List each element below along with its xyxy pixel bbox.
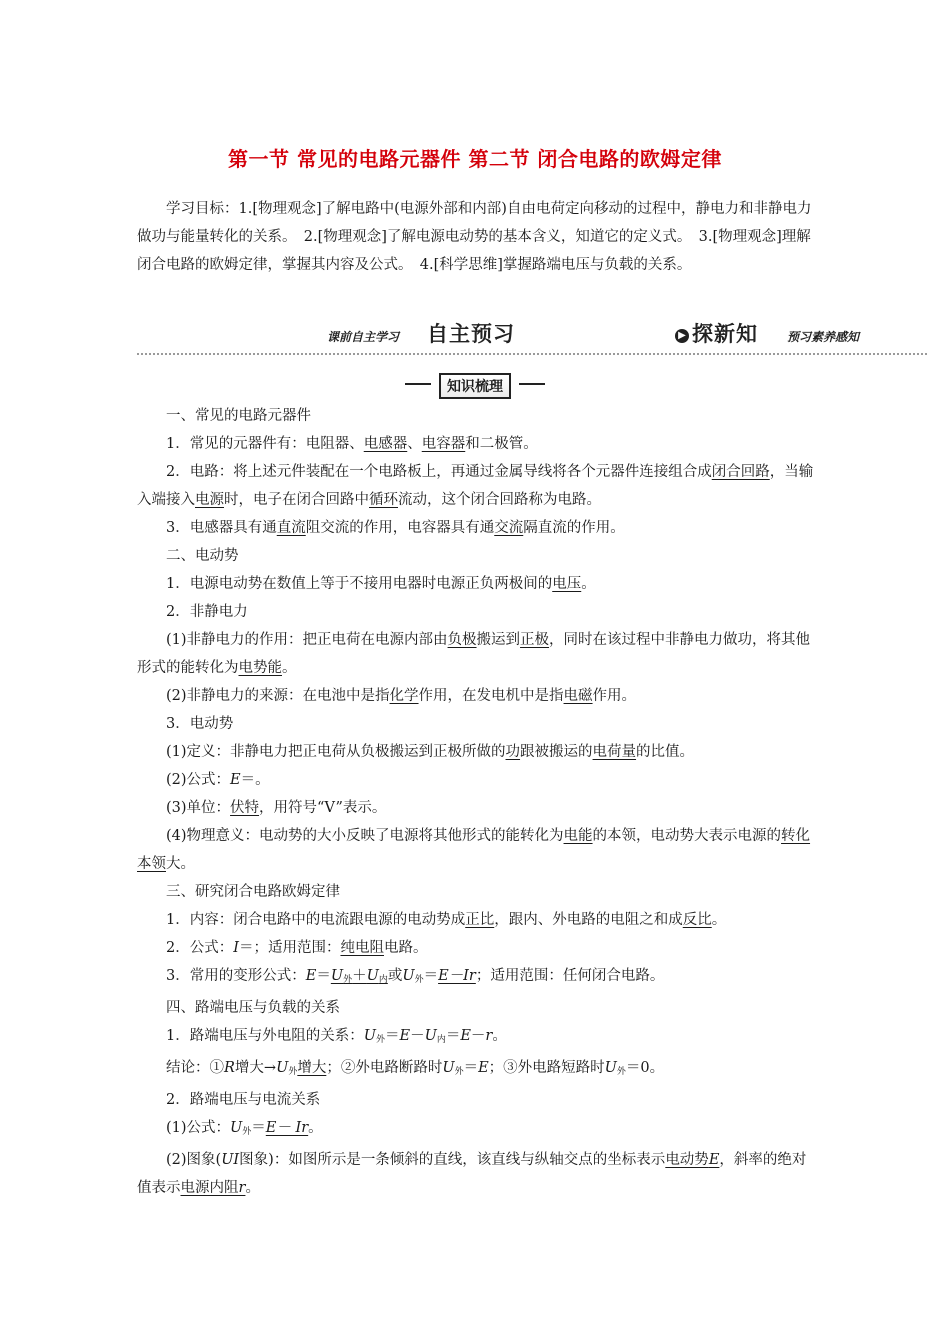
section-banner: [137, 317, 927, 357]
paragraph: (1)定义：非静电力把正电荷从负极搬运到正极所做的功跟被搬运的电荷量的比值。: [166, 744, 695, 760]
paragraph: 结论：①R增大$\to U_外$增大；②外电路断路时$U_外=E$；③外电路短路时$U_外=0$。: [166, 1060, 665, 1077]
section-heading-4: 四、路端电压与负载的关系: [166, 1000, 340, 1016]
paragraph: (4)物理意义：电动势的大小反映了电源将其他形式的能转化为电能的本领，电动势大表示电源的转化本领大。: [137, 828, 811, 872]
knowledge-badge: [0, 373, 950, 399]
paragraph: 1．常见的元器件有：电阻器、电感器、电容器和二极管。: [166, 436, 538, 452]
page-title: 第一节 常见的电路元器件 第二节 闭合电路的欧姆定律: [228, 147, 722, 171]
paragraph: 3．电感器具有通直流阻交流的作用，电容器具有通交流隔直流的作用。: [166, 520, 625, 536]
banner-title-right: 探新知: [692, 322, 758, 346]
paragraph: (1)公式：$U_外=E- Ir$。: [166, 1120, 323, 1137]
paragraph: (2)图象(UI图象)：如图所示是一条倾斜的直线，该直线与纵轴交点的坐标表示电动势E，斜率的绝对值表示电源内阻r。: [137, 1152, 807, 1196]
section-heading-3: 三、研究闭合电路欧姆定律: [166, 884, 340, 900]
section-heading-2: 二、电动势: [166, 548, 239, 564]
banner-left-label: 课前自主学习: [327, 330, 400, 344]
banner-title-left: 自主预习: [427, 322, 515, 346]
paragraph: 1．路端电压与外电阻的关系：$U_外=E-U_内=E-r$。: [166, 1028, 507, 1045]
paragraph: 2．公式：I＝；适用范围：纯电阻电路。: [166, 940, 428, 956]
paragraph: (1)非静电力的作用：把正电荷在电源内部由负极搬运到正极，同时在该过程中非静电力做功，将其他形式的能转化为电势能。: [137, 632, 811, 676]
knowledge-badge-label: 知识梳理: [439, 373, 511, 399]
paragraph: (3)单位：伏特，用符号“V”表示。: [166, 800, 387, 816]
paragraph: 2．电路：将上述元件装配在一个电路板上，再通过金属导线将各个元器件连接组合成闭合回路，当输入端接入电源时，电子在闭合回路中循环流动，这个闭合回路称为电路。: [137, 464, 814, 508]
document-body: [137, 402, 817, 1202]
banner-divider: [137, 353, 927, 355]
paragraph: 2．非静电力: [166, 604, 248, 620]
paragraph: (2)公式：E＝。: [166, 772, 270, 788]
paragraph: (2)非静电力的来源：在电池中是指化学作用，在发电机中是指电磁作用。: [166, 688, 637, 704]
paragraph: 2．路端电压与电流关系: [166, 1092, 321, 1108]
paragraph: 3．常用的变形公式：$E=U_外+U_内$或$U_外=E-Ir$；适用范围：任何闭合电路。: [166, 968, 665, 985]
paragraph: 1．内容：闭合电路中的电流跟电源的电动势成正比，跟内、外电路的电阻之和成反比。: [166, 912, 727, 928]
banner-arrow-icon: ▶: [675, 329, 689, 343]
learning-objectives: [137, 195, 817, 279]
paragraph: 1．电源电动势在数值上等于不接用电器时电源正负两极间的电压。: [166, 576, 596, 592]
section-heading-1: 一、常见的电路元器件: [166, 408, 311, 424]
banner-right-label: 预习素养感知: [787, 330, 860, 344]
objectives-text: 学习目标：1.[物理观念]了解电路中(电源外部和内部)自由电荷定向移动的过程中，静电力和非静电力做功与能量转化的关系。 2.[物理观念]了解电源电动势的基本含义，知道它的定义式。 3.[物理观念]理解闭合电路的欧姆定律，掌握其内容及公式。 4.[科学思维]掌握路端电压与负载的关系。: [137, 201, 812, 273]
paragraph: 3．电动势: [166, 716, 234, 732]
